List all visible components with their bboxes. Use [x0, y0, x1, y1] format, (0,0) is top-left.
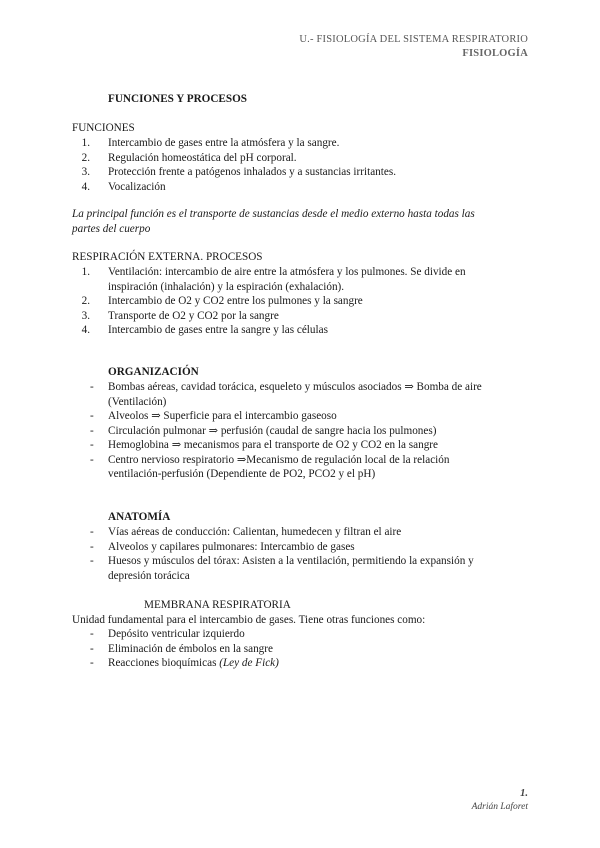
list-number: 1.: [81, 137, 90, 149]
author-name: Adrián Laforet: [471, 802, 528, 812]
bullet-dash: -: [90, 381, 94, 393]
bullet-text: Huesos y músculos del tórax: Asisten a la ventilación, permitiendo la expansión y: [108, 555, 474, 567]
page-number: 1.: [520, 788, 528, 799]
bullet-text-continuation: (Ventilación): [108, 395, 167, 408]
principal-function-line1: La principal función es el transporte de sustancias desde el medio externo hasta todas las: [72, 208, 475, 220]
list-number: 1.: [81, 266, 90, 278]
bullet-text: Circulación pulmonar ⇒ perfusión (caudal de sangre hacia los pulmones): [108, 424, 437, 437]
bullet-dash: -: [90, 555, 94, 567]
list-text: Ventilación: intercambio de aire entre la atmósfera y los pulmones. Se divide en: [108, 266, 466, 278]
bullet-text-italic: (Ley de Fick): [219, 657, 279, 669]
bullet-text: Bombas aéreas, cavidad torácica, esqueleto y músculos asociados ⇒ Bomba de aire: [108, 381, 482, 393]
list-text: Protección frente a patógenos inhalados y a sustancias irritantes.: [108, 166, 396, 178]
list-number: 4.: [81, 324, 90, 336]
list-text: Intercambio de gases entre la sangre y las células: [108, 324, 328, 336]
bullet-text: [108, 656, 279, 671]
bullet-dash: -: [90, 540, 94, 553]
header-subject: U.- FISIOLOGÍA DEL SISTEMA RESPIRATORIO: [299, 34, 528, 45]
bullet-text: Depósito ventricular izquierdo: [108, 628, 245, 640]
list-number: 2.: [81, 151, 90, 164]
section-title-funciones-procesos: FUNCIONES Y PROCESOS: [108, 93, 248, 105]
bullet-text: Hemoglobina ⇒ mecanismos para el transporte de O2 y CO2 en la sangre: [108, 439, 438, 451]
list-number: 3.: [81, 309, 90, 322]
section-title-membrana: MEMBRANA RESPIRATORIA: [144, 599, 291, 611]
bullet-dash: -: [90, 628, 94, 640]
list-number: 4.: [81, 180, 90, 193]
respiracion-label: RESPIRACIÓN EXTERNA. PROCESOS: [72, 251, 263, 263]
bullet-dash: -: [90, 410, 94, 422]
bullet-text: Vías aéreas de conducción: Calientan, humedecen y filtran el aire: [108, 526, 402, 538]
bullet-dash: -: [90, 657, 94, 669]
bullet-text-continuation: depresión torácica: [108, 569, 190, 582]
section-title-anatomia: ANATOMÍA: [108, 511, 171, 523]
bullet-text: Alveolos ⇒ Superficie para el intercambio gaseoso: [108, 410, 337, 422]
header-course: FISIOLOGÍA: [462, 48, 528, 59]
bullet-text-plain: Reacciones bioquímicas: [108, 657, 220, 669]
list-text: Intercambio de O2 y CO2 entre los pulmones y la sangre: [108, 295, 363, 307]
funciones-label: FUNCIONES: [72, 122, 135, 134]
bullet-dash: -: [90, 453, 94, 466]
bullet-text: Centro nervioso respiratorio ⇒Mecanismo de regulación local de la relación: [108, 453, 450, 466]
section-title-organizacion: ORGANIZACIÓN: [108, 366, 199, 378]
bullet-dash: -: [90, 439, 94, 451]
list-text: Vocalización: [108, 180, 166, 193]
bullet-text-continuation: ventilación-perfusión (Dependiente de PO2, PCO2 y el pH): [108, 468, 376, 480]
bullet-dash: -: [90, 424, 94, 437]
bullet-text: Alveolos y capilares pulmonares: Intercambio de gases: [108, 540, 355, 553]
list-number: 3.: [81, 166, 90, 178]
membrana-intro: Unidad fundamental para el intercambio de gases. Tiene otras funciones como:: [72, 613, 426, 626]
list-text: Intercambio de gases entre la atmósfera y la sangre.: [108, 137, 340, 149]
bullet-dash: -: [90, 642, 94, 655]
principal-function-line2: partes del cuerpo: [72, 222, 151, 235]
list-text-continuation: inspiración (inhalación) y la espiración (exhalación).: [108, 280, 345, 293]
list-number: 2.: [81, 295, 90, 307]
list-text: Transporte de O2 y CO2 por la sangre: [108, 309, 279, 322]
bullet-dash: -: [90, 526, 94, 538]
list-text: Regulación homeostática del pH corporal.: [108, 151, 297, 164]
bullet-text: Eliminación de émbolos en la sangre: [108, 642, 273, 655]
